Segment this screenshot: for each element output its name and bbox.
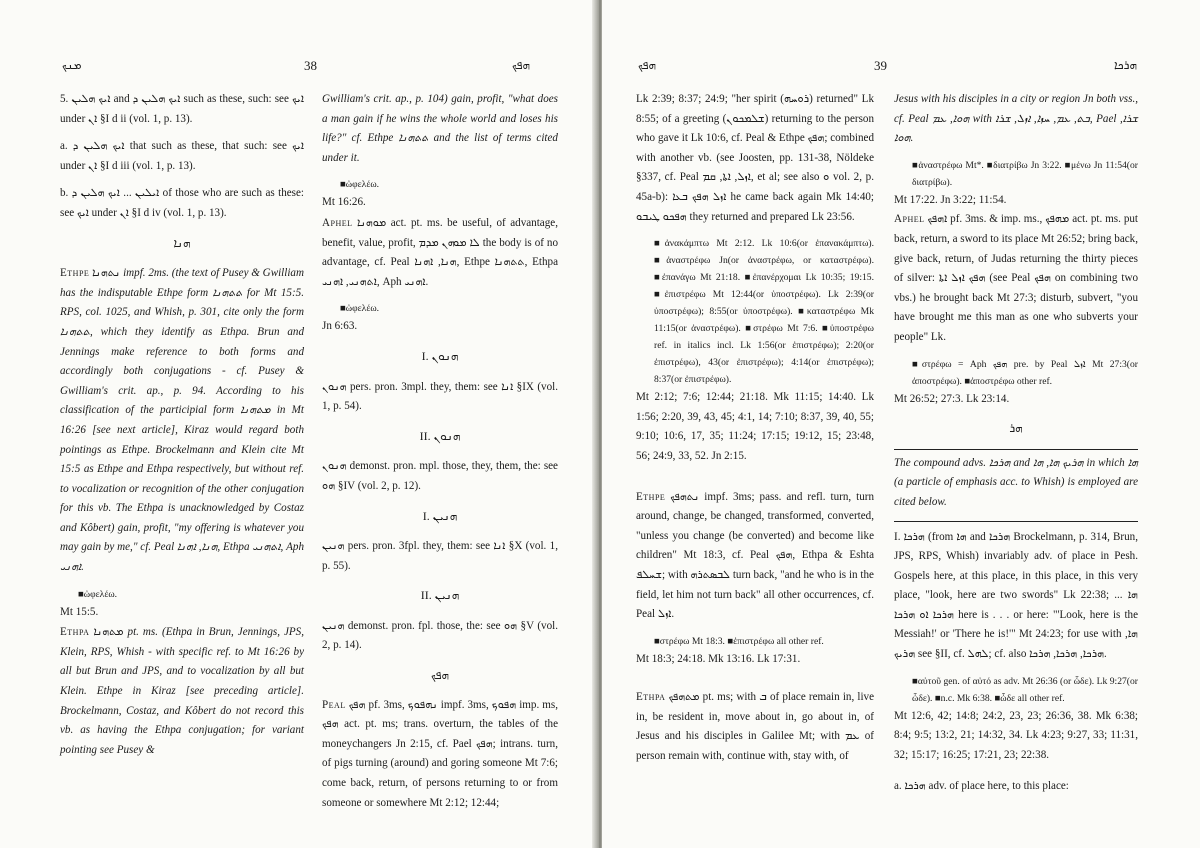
entry-heading: I. ܗܢܝܢ bbox=[422, 508, 458, 523]
right-page bbox=[602, 0, 1200, 848]
box-mid-rule bbox=[894, 521, 1138, 522]
reference-list: Mt 15:5. bbox=[60, 605, 99, 618]
entry-text: ܗܦܟ pf. 3ms, ܢܗܦܘܟ impf. 3ms, ܗܦܘܟ imp. ms, ܗܦܟ act. pt. ms; trans. overturn, the tables of the moneychangers Jn 2:15, cf. Pael ܗܦܟ; intrans. turn, of pigs turning (around) and goring someone Mt 7:6; come back, return, of persons returning to or from someone or somewhere Mt 2:12; 12:44; bbox=[322, 698, 558, 809]
running-head-left: ܗܦܟ bbox=[638, 58, 657, 72]
running-head-left: ܡܢܟ bbox=[62, 58, 82, 72]
box-top-rule bbox=[894, 449, 1138, 450]
conjugation-label: Aphel bbox=[322, 216, 353, 229]
entry-text: (from ܗܐ and ܗܪܟܐ Brockelmann, p. 314, Brun, JPS, RPS, Whish) invariably adv. of place in Pesh. Gospels here, at this place, in this place, in this very place, "look, here are two swords" Lk 22:38; ܗܐ ... ܗܪܟܐ ܐܘ ܗܪܟܐ here is . . . or here: "'Look, here is the Messiah!' or 'There he is!'" Mt 24:23; for use with ܗܐ, ܗܪܝܟ see §II, cf. ܠܗܠ; cf. also ܗܪܟܐ, ܗܪܟܐ, ܗܪܟܐ. bbox=[894, 530, 1138, 661]
syriac-form: ܗܢܝܢ bbox=[322, 539, 345, 553]
ethpa-entry bbox=[636, 687, 874, 766]
entry-text: ܐܗܦܟ pf. 3ms. & imp. ms., ܡܗܦܟ act. pt. ms. put back, return, a sword to its place Mt 26:52; bring back, give back, return, of Judas returning the thirty pieces of silver: ܗܦܟ ܐܙܠ ܐܬܐ (see Peal ܗܦܟ on combining two vbs.) he brought back Mt 27:3; disturb, subvert, "you have brought me this man as one who subverts your people" Lk. bbox=[894, 213, 1138, 343]
entry-def: pers. pron. 3mpl. they, them: see ܐܢܐ §IX (vol. 1, p. 54). bbox=[322, 380, 558, 413]
greek-equivalents: ■στρέφω = Aph ܗܦܟ pre. by Peal ܐܙܠ Mt 27:3(or ἀποστρέφω). ■ἀποστρέφω other ref. bbox=[912, 358, 1138, 387]
left-column-1 bbox=[60, 90, 304, 768]
syriac-form: ܗܢܘܢ bbox=[322, 379, 347, 393]
greek-equivalents: ■ὠφελέω. bbox=[340, 179, 380, 191]
entry-heading: II. ܗܢܘܢ bbox=[419, 428, 461, 443]
entry-text: Gwilliam's crit. ap., p. 104) gain, profit, "what does a man gain if he wins the whole world and loses his life?" cf. Ethpe ܬܬܗܢܐ and the list of terms cited under it. bbox=[322, 93, 558, 164]
entry-text: a. ܗܪܟܐ adv. of place here, to this place: bbox=[894, 780, 1069, 793]
aphel-entry bbox=[322, 213, 558, 292]
reference-list: Mt 2:12; 7:6; 12:44; 21:18. Mk 11:15; 14:40. Lk 1:56; 2:20, 39, 43, 45; 4:1, 14; 7:10; 8:37, 39, 40, 55; 9:10; 10:6, 17, 35; 11:24; 17:15; 19:12, 15; 23:48, 56; 24:9, 33, 52. Jn 2:15. bbox=[636, 391, 874, 462]
right-column-2 bbox=[894, 90, 1138, 805]
conjugation-label: Ethpe bbox=[636, 490, 666, 503]
peal-entry bbox=[322, 696, 558, 814]
entry-def: demonst. pron. mpl. those, they, them, the: see ܗܘ §IV (vol. 2, p. 12). bbox=[322, 460, 558, 492]
entry-text: a. ܐܝܟ ܗܠܝܢ ܕ that such as these, that such: see ܐܝܟ under ܐܢ §I d iii (vol. 1, p. 13). bbox=[60, 140, 304, 172]
entry-heading: II. ܗܢܝܢ bbox=[420, 588, 460, 603]
entry-text: act. pt. ms. be useful, of advantage, benefit, value, profit, ܠܐ ܡܘܗܢ ܡܕܡ the body is of no advantage, cf. Peal ܗܢܐ, ܐܗܢܐ, Ethpe ܬܬܗܢܐ, Ethpa ܐܬܗܢܝ, ܐܗܢܝ, Aph ܐܗܢܝ. bbox=[322, 216, 558, 288]
aphel-entry bbox=[894, 210, 1138, 347]
syriac-form: ܡܘܗܢܐ bbox=[357, 215, 387, 229]
entry-text: Lk 2:39; 8:37; 24:9; "her spirit (ܪܘܚܗ) returned" Lk 8:55; of a greeting (ܫܠܡܟܘܢ) returning to the person who gave it Lk 10:6, cf. Peal & Ethpe ܗܦܟ; combined with another vb. (see Joosten, pp. 131-38, Nöldeke §337, cf. Peal ܐܙܠ, ܐܬܐ, ܩܡ, et al; see also ܘ vol. 2, p. 45a-b): ܐܙܠ ܗܦܟ ܒܥܐ he came back again Mk 14:40; ܗܦܟܘ ܛܝܒܘ they returned and prepared Lk 23:56. bbox=[636, 93, 874, 223]
greek-equivalents: ■στρέφω Mt 18:3. ■ἐπιστρέφω all other ref. bbox=[654, 635, 824, 647]
left-page bbox=[0, 0, 598, 848]
entry-text bbox=[322, 536, 558, 576]
conjugation-label: Aphel bbox=[894, 213, 925, 226]
entry-text: pt. ms; with ܒ of place remain in, live in, be resident in, move about in, go about in, of Jesus and his disciples in Galilee Mt; with ܥܡ of person remain with, continue with, stay with, of bbox=[636, 691, 875, 763]
entry-heading: I. ܗܪܟܐ bbox=[894, 530, 925, 543]
conjugation-label: Ethpe bbox=[60, 267, 90, 280]
syriac-form: ܗܢܘܢ bbox=[322, 459, 347, 473]
reference-list: Mt 12:6, 42; 14:8; 24:2, 23, 23; 26:36, 38. Mk 6:38; 8:4; 9:5; 13:2, 21; 14:32, 34. Lk 4:23; 9:27, 33; 11:31, 32; 15:17; 16:25; 17:21, 23; 22:38. bbox=[894, 709, 1138, 761]
entry-text bbox=[322, 377, 558, 417]
greek-equivalents: ■ὠφελέω. bbox=[78, 588, 118, 600]
ethpe-entry bbox=[636, 487, 874, 625]
page-number: 39 bbox=[874, 58, 887, 73]
entry-text bbox=[322, 616, 558, 656]
entry-text: Jesus with his disciples in a city or region Jn both vss., cf. Peal ܗܘܐ, ܥܡ with ܒܬ, ܥܡ, ܚܙܐ, ܐܙܠ, ܫܪܐ, Pael ܫܪܐ, ܗܘܐ. bbox=[894, 93, 1138, 145]
ethpa-entry bbox=[60, 622, 304, 760]
entry-text: impf. 2ms. (the text of Pusey & Gwilliam has the indisputable Ethpe form ܬܬܗܢܐ for Mt 15:5. RPS, col. 1025, and Whish, p. 301, cite only the form ܬܬܗܢܐ, which they identify as Ethpa. Brun and Jennings make reference to both forms and accordingly both conjugations - cf. Pusey & Gwilliam's crit. ap., p. 94. According to his classification of the participial form ܡܬܗܢܐ in Mt 16:26 [see next article], Kiraz would regard both pointings as Ethpe. Brockelmann and Klein cite Mt 15:5 as Ethpe and Ethpa respectively, but without ref. to vocalization or recognition of the other conjugation for this vb. The Ethpa is unacknowledged by Costaz and Kôbert) gain, profit, "my offering is whatever you may gain by me," cf. Peal ܗܢܐ, ܐܗܢܐ, Ethpa ܐܬܗܢܝ, Aph ܐܗܢܝ. bbox=[60, 267, 305, 574]
greek-equivalents: ■ἀνακάμπτω Mt 2:12. Lk 10:6(or ἐπανακάμπτω). ■ἀναστρέφω Jn(or ἀναστρέφω, or καταστρέφω). ■ἐπανάγω Mt 21:18. ■ἐπανέρχομαι Lk 10:35; 19:15. ■ἐπιστρέφω Mt 12:44(or ὑποστρέφω). Lk 2:39(or ὑποστρέφω); 8:55(or ὑποστρέφω). ■καταστρέφω Mk 11:15(or ἀναστρέφω). ■στρέφω Mt 7:6. ■ὑποστρέφω ref. in italics incl. Lk 1:56(or ἐπιστρέφω); 2:20(or ἐπιστρέφω), 43(or ἐπιστρέφω); 4:14(or ἐπιστρέφω); 8:37(or ἐπιστρέφω). bbox=[654, 238, 874, 386]
reference-list: Jn 6:63. bbox=[322, 320, 358, 333]
entry-heading: ܗܦܟ bbox=[430, 668, 449, 683]
conjugation-label: Ethpa bbox=[636, 691, 666, 704]
entry-heading: ܗܢܐ bbox=[173, 235, 191, 250]
box-intro: The compound advs. ܗܪܟܐ and ܗܪܝܟ ܗܐ, ܗܐ in which ܗܐ (a particle of emphasis acc. to Whish) is employed are cited below. bbox=[894, 456, 1139, 508]
reference-list: Mt 17:22. Jn 3:22; 11:54. bbox=[894, 193, 1007, 206]
ethpe-entry bbox=[60, 263, 304, 578]
right-column-1 bbox=[636, 90, 874, 775]
greek-equivalents: ■ὠφελέω. bbox=[340, 303, 380, 315]
entry-text bbox=[322, 456, 558, 496]
syriac-form: ܡܬܗܢܐ bbox=[93, 625, 124, 639]
reference-list: Mt 16:26. bbox=[322, 196, 366, 209]
syriac-form: ܡܬܗܦܟ bbox=[668, 690, 700, 704]
syriac-form: ܢܬܗܢܐ bbox=[92, 266, 121, 280]
reference-list: Mt 18:3; 24:18. Mk 13:16. Lk 17:31. bbox=[636, 652, 801, 665]
page-number: 38 bbox=[304, 58, 317, 73]
spacer bbox=[636, 669, 874, 687]
running-head-right: ܗܦܟ bbox=[512, 58, 531, 72]
compound-entry bbox=[894, 528, 1138, 665]
reference-list: Mt 26:52; 27:3. Lk 23:14. bbox=[894, 392, 1010, 405]
entry-text: 5. ܐܝܟ ܗܠܝܢ and ܐܝܟ ܗܠܝܢ ܕ such as these, such: see ܐܝܟ under ܐܢ §I d ii (vol. 1, p. 13). bbox=[60, 93, 304, 125]
entry-text: pt. ms. (Ethpa in Brun, Jennings, JPS, Klein, RPS, Whish - with specific ref. to Mt 16:26 by all but Brun and JPS, and to vocalization by all but Klein. Ethpe in Kiraz [see preceding article]. Brockelmann, Costaz, and Kôbert do not record this vb. as having the Ethpa conjugation; for variant pointing see Pusey & bbox=[60, 626, 304, 756]
entry-text: impf. 3ms; pass. and refl. turn, turn around, change, be changed, transformed, converted, "unless you change (be converted) and become like children" Mt 18:3, cf. Peal ܗܦܟ, Ethpa & Eshta ܫܚܠܦ; with ܠܒܣܬܪܗ turn back, "and he who is in the field, let him not turn back" all other occurrences, cf. Peal ܐܙܠ. bbox=[636, 490, 874, 621]
left-column-2 bbox=[322, 90, 558, 821]
syriac-form: ܗܢܝܢ bbox=[322, 618, 345, 632]
entry-heading: I. ܗܢܘܢ bbox=[421, 348, 459, 363]
entry-heading: ܗܪ bbox=[1009, 421, 1023, 436]
entry-def: pers. pron. 3fpl. they, them: see ܐܢܐ §X (vol. 1, p. 55). bbox=[322, 540, 558, 572]
greek-equivalents: ■ἀναστρέφω Mt*. ■διατρίβω Jn 3:22. ■μένω Jn 11:54(or διατρίβω). bbox=[912, 159, 1138, 188]
running-head-right: ܗܪܟܐ bbox=[1114, 58, 1137, 72]
entry-text: b. ܐܝܠܝܢ ... ܐܝܟ ܗܠܝܢ ܕ of those who are such as these: see ܐܝܟ under ܐܢ §I d iv (vol. 1, p. 13). bbox=[60, 187, 304, 219]
syriac-form: ܢܬܗܦܟ bbox=[670, 489, 700, 503]
conjugation-label: Ethpa bbox=[60, 626, 90, 639]
spacer bbox=[636, 467, 874, 487]
entry-def: demonst. pron. fpl. those, the: see ܗܘ §V (vol. 2, p. 14). bbox=[322, 619, 558, 652]
conjugation-label: Peal bbox=[322, 698, 346, 711]
greek-equivalents: ■αὐτοῦ gen. of αὐτό as adv. Mt 26:36 (or ὧδε). Lk 9:27(or ὧδε). ■n.c. Mk 6:38. ■ὧδε all other ref. bbox=[912, 675, 1138, 704]
